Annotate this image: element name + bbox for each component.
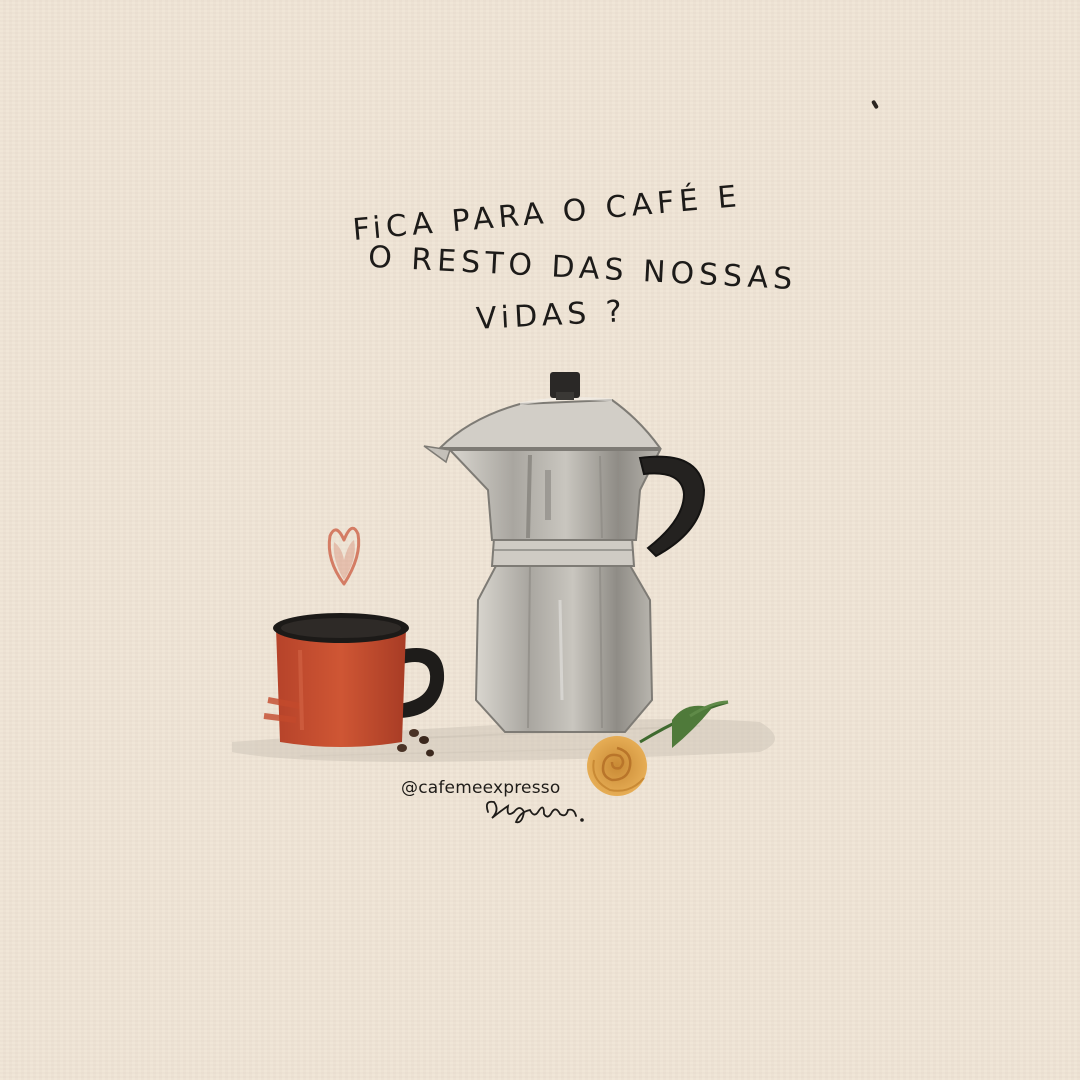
heart-icon bbox=[329, 528, 358, 584]
artist-signature bbox=[487, 802, 584, 823]
quote-line-3: ViDAS ? bbox=[475, 294, 628, 337]
enamel-mug bbox=[264, 613, 444, 747]
quote-line-1: FiCA PARA O CAFÉ E bbox=[351, 179, 743, 248]
quote-line-2: O RESTO DAS NOSSAS bbox=[367, 239, 799, 298]
moka-pot bbox=[424, 372, 704, 732]
instagram-handle: @cafemeexpresso bbox=[401, 778, 561, 798]
